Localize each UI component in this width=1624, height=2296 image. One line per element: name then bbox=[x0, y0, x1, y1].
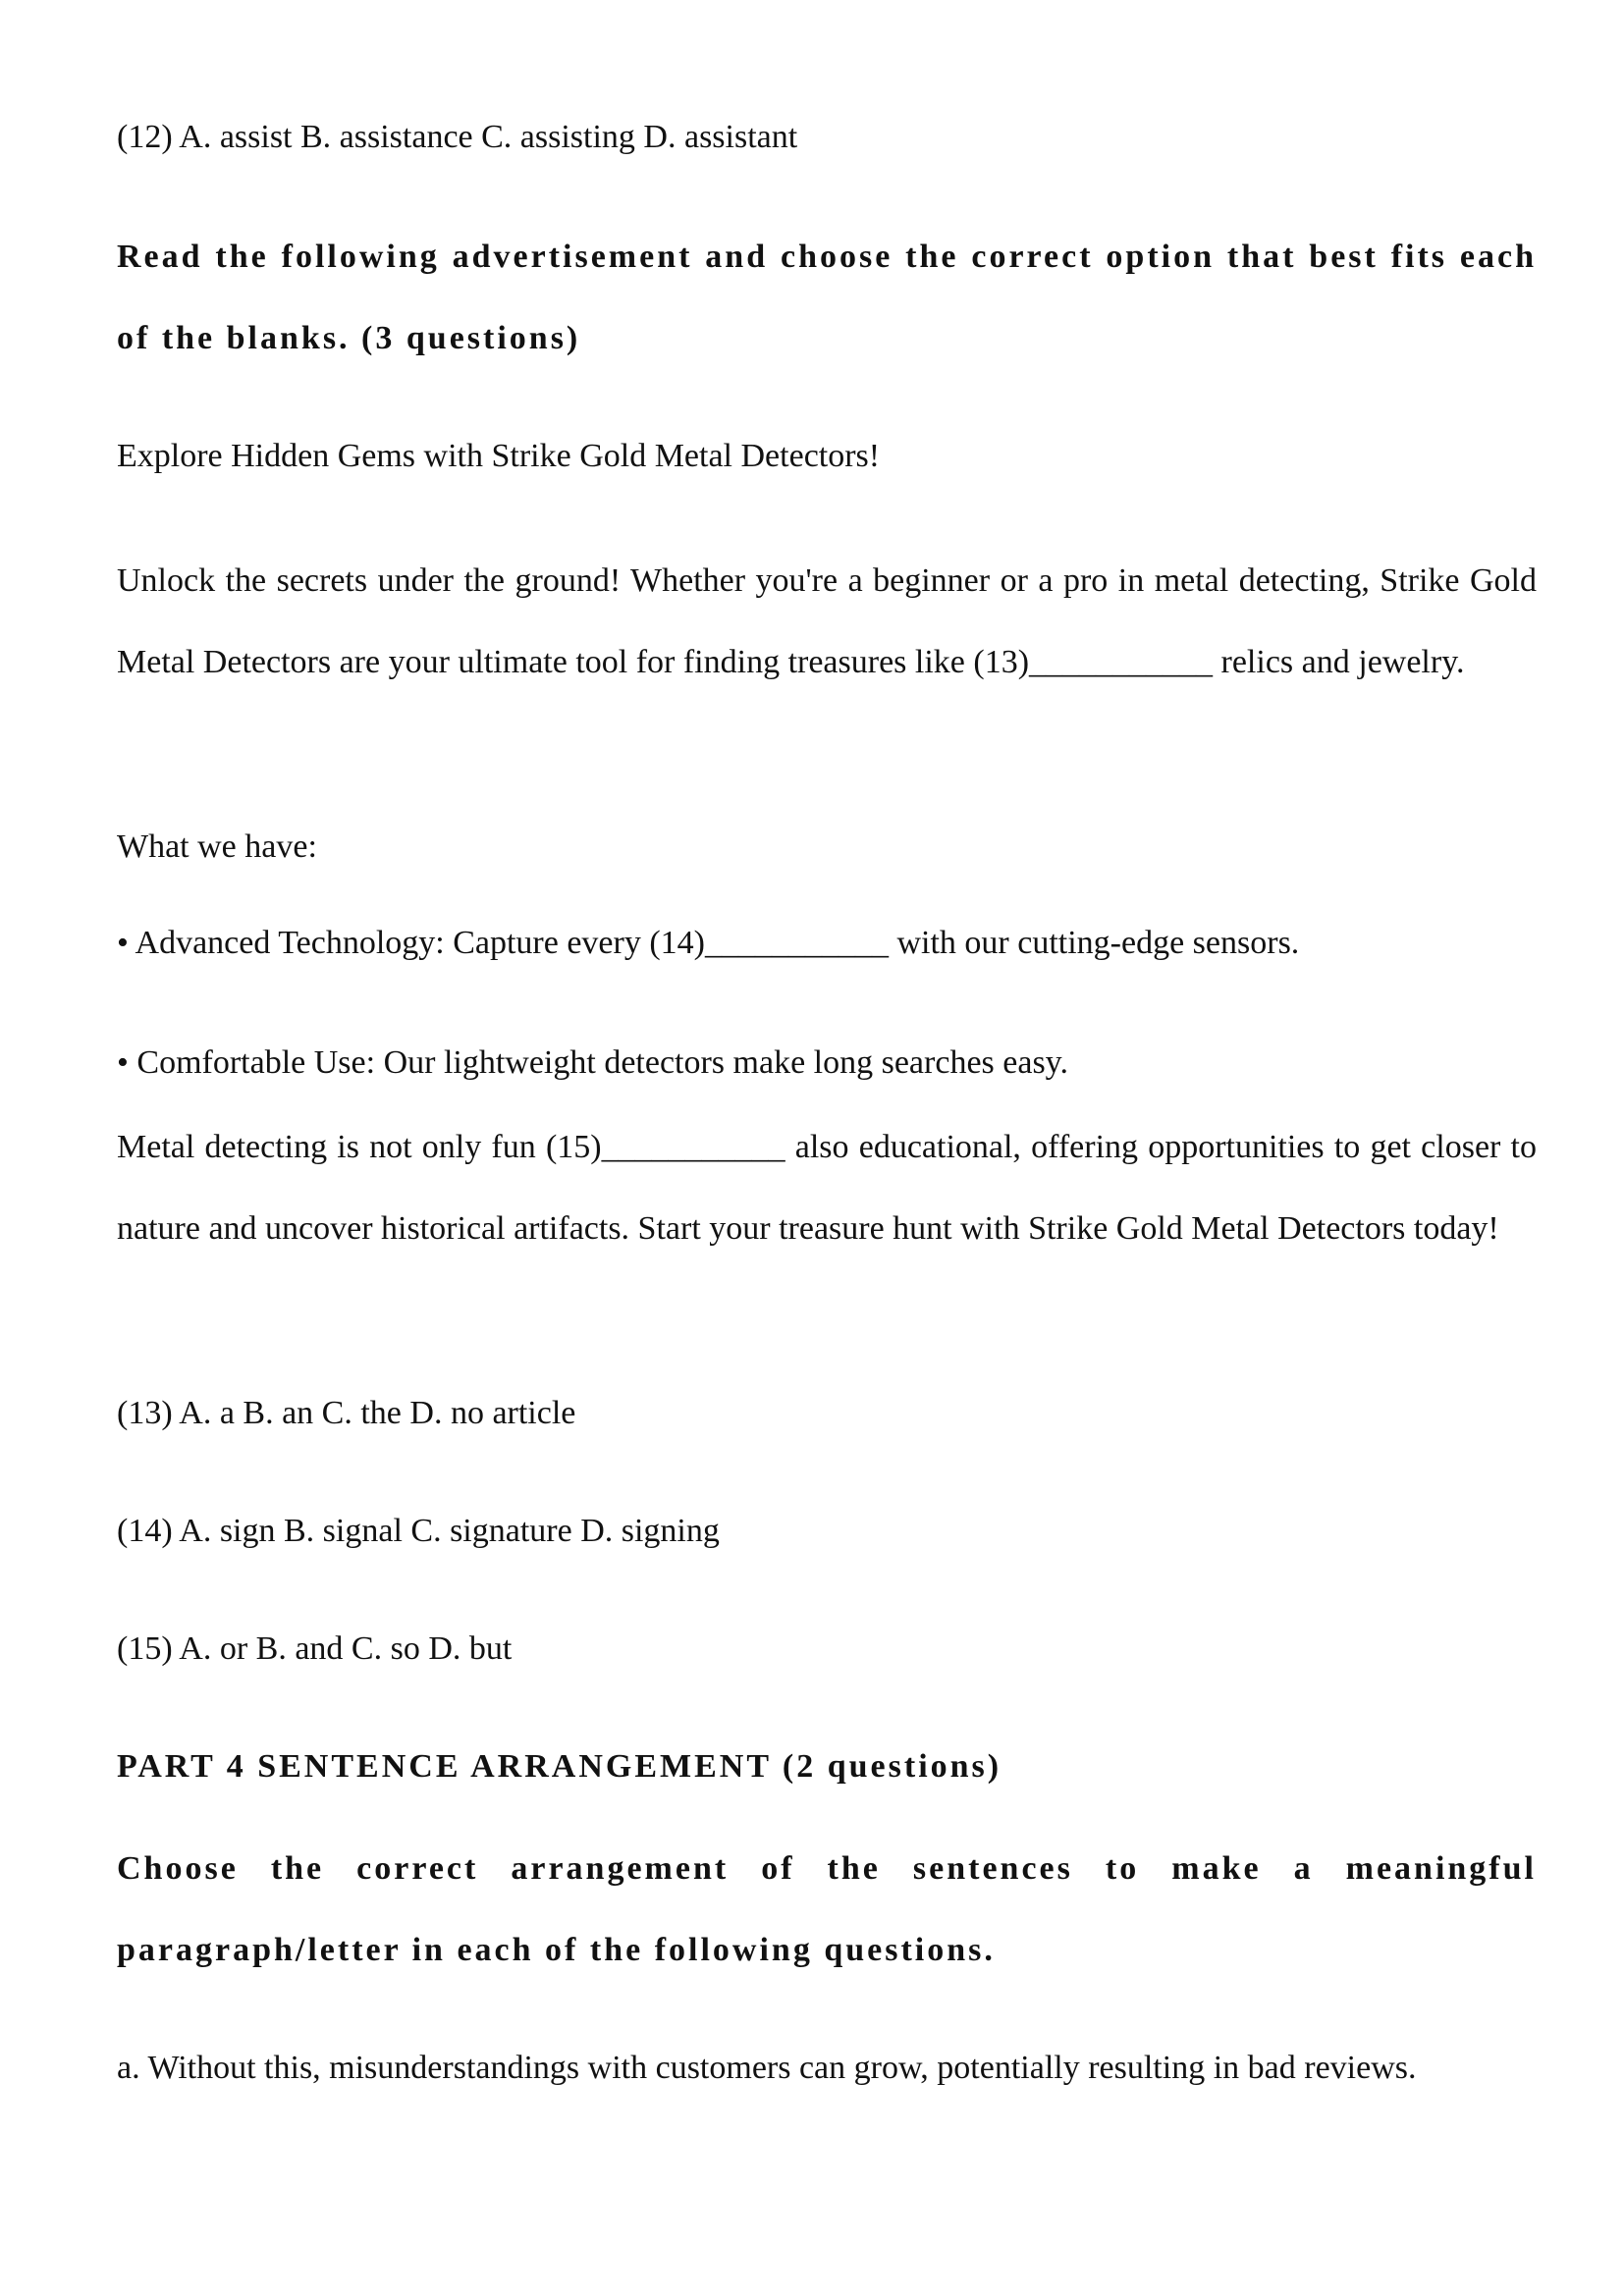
ad-what-we-have: What we have: bbox=[117, 828, 317, 865]
ad-intro-paragraph: Unlock the secrets under the ground! Whether you're a beginner or a pro in metal detecting, Strike Gold Metal Detectors are your ultimate tool for finding treasures like (13)___________ relics and jewelry. bbox=[117, 562, 1537, 680]
section-instruction: Read the following advertisement and choose the correct option that best fits each of the blanks. (3 questions) bbox=[117, 239, 1537, 356]
ad-bullet-advanced-technology: • Advanced Technology: Capture every (14)___________ with our cutting-edge sensors. bbox=[117, 925, 1300, 961]
question-15-options: (15) A. or B. and C. so D. but bbox=[117, 1630, 513, 1667]
ad-bullet-comfortable-use: • Comfortable Use: Our lightweight detectors make long searches easy. bbox=[117, 1044, 1068, 1081]
sentence-a: a. Without this, misunderstandings with customers can grow, potentially resulting in bad reviews. bbox=[117, 2050, 1417, 2086]
part-4-instruction: Choose the correct arrangement of the sentences to make a meaningful paragraph/letter in each of the following questions. bbox=[117, 1850, 1537, 1968]
question-13-options: (13) A. a B. an C. the D. no article bbox=[117, 1395, 576, 1431]
ad-headline: Explore Hidden Gems with Strike Gold Metal Detectors! bbox=[117, 438, 881, 474]
part-4-heading: PART 4 SENTENCE ARRANGEMENT (2 questions) bbox=[117, 1748, 1002, 1785]
document-page bbox=[117, 0, 1537, 2296]
question-12-options: (12) A. assist B. assistance C. assisting D. assistant bbox=[117, 119, 798, 155]
ad-closing-paragraph: Metal detecting is not only fun (15)___________ also educational, offering opportunities to get closer to nature and uncover historical artifacts. Start your treasure hunt with Strike Gold Metal Detectors today! bbox=[117, 1129, 1537, 1247]
question-14-options: (14) A. sign B. signal C. signature D. signing bbox=[117, 1513, 720, 1549]
